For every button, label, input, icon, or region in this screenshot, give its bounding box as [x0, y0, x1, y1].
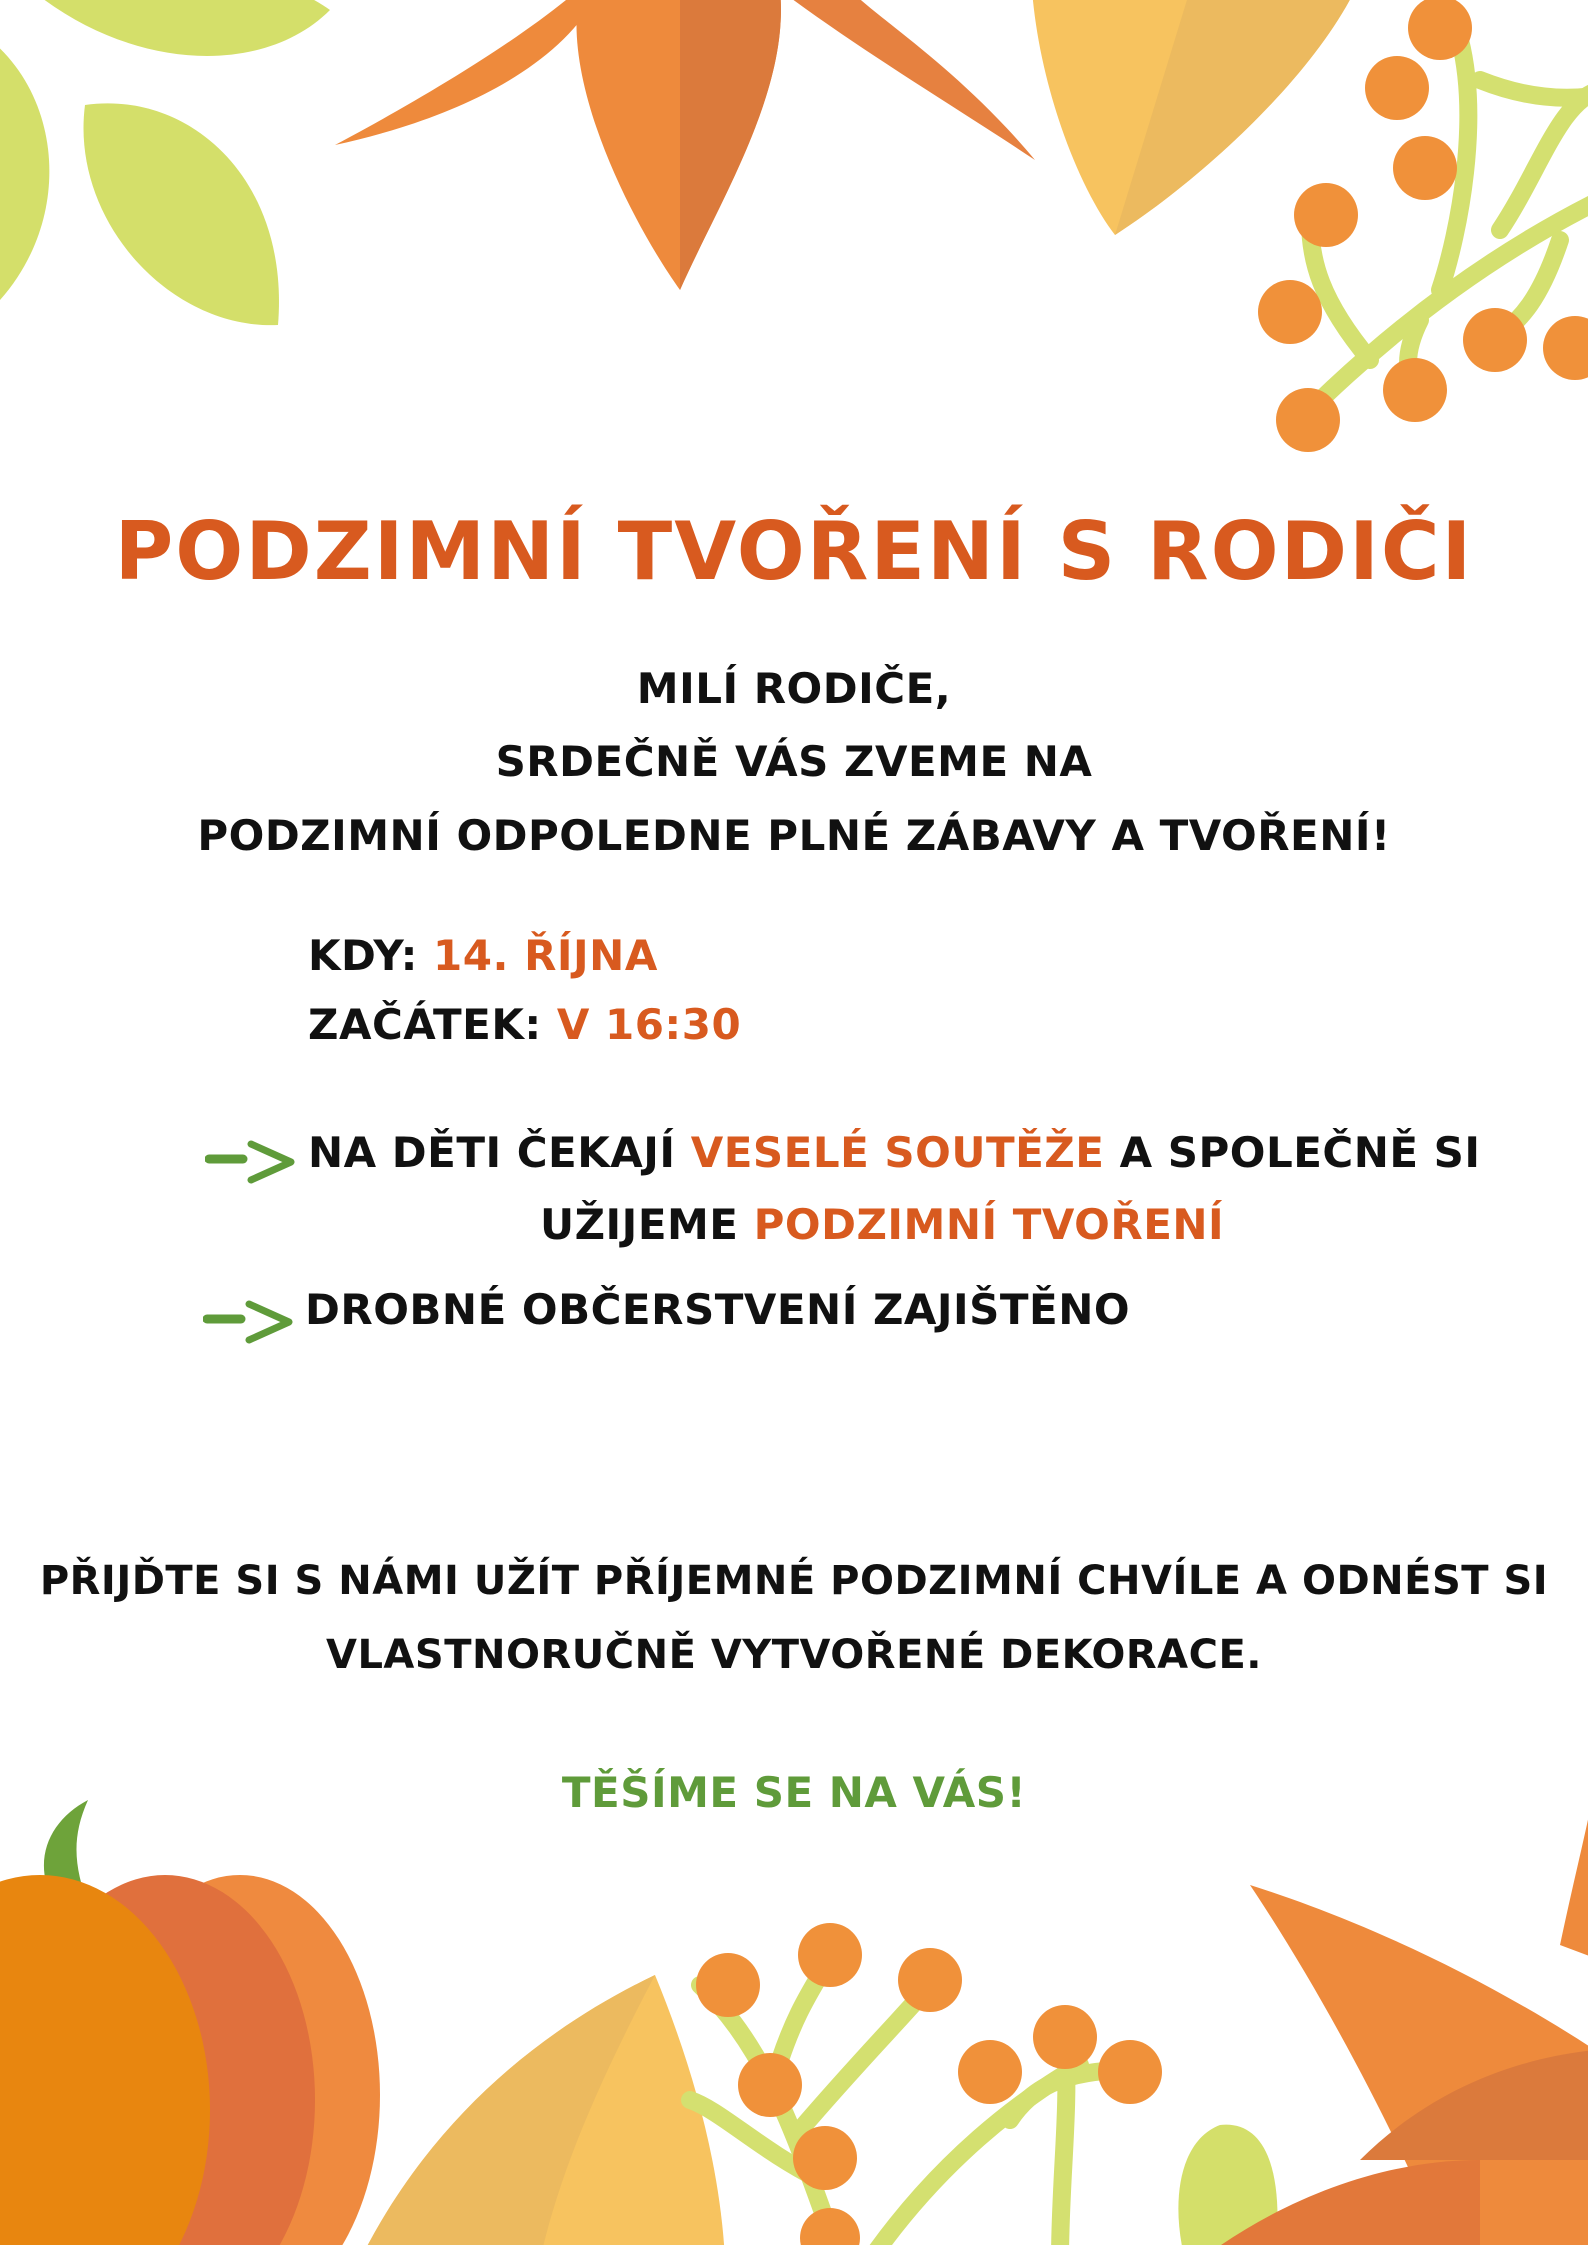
invite-line-1: PŘIJĎTE SI S NÁMI UŽÍT PŘÍJEMNÉ PODZIMNÍ CHVÍLE A ODNÉST SI — [39, 1558, 1549, 1604]
date-label: KDY: — [308, 931, 418, 980]
closing-text: TĚŠÍME SE NA VÁS! — [561, 1768, 1027, 1817]
bullet-1-text-b: A SPOLEČNĚ SI — [1119, 1128, 1481, 1177]
bullet-1-line-2 — [540, 1200, 1224, 1249]
greeting-line-2: SRDEČNĚ VÁS ZVEME NA — [495, 737, 1093, 786]
start-label: ZAČÁTEK: — [308, 1000, 542, 1049]
date-row — [308, 931, 658, 980]
start-value: V 16:30 — [556, 1000, 742, 1049]
bullet-2: DROBNÉ OBČERSTVENÍ ZAJIŠTĚNO — [305, 1285, 1131, 1334]
bullet-1-highlight-a: VESELÉ SOUTĚŽE — [690, 1128, 1105, 1177]
page-title: PODZIMNÍ TVOŘENÍ S RODIČI — [114, 505, 1474, 598]
invite-line-2: VLASTNORUČNĚ VYTVOŘENÉ DEKORACE. — [325, 1632, 1263, 1678]
greeting-line-3: PODZIMNÍ ODPOLEDNE PLNÉ ZÁBAVY A TVOŘENÍ! — [197, 811, 1391, 860]
arrow-icon — [203, 1298, 295, 1344]
bullet-1-highlight-b: PODZIMNÍ TVOŘENÍ — [753, 1200, 1225, 1249]
bullet-1-text-a: NA DĚTI ČEKAJÍ — [308, 1128, 676, 1177]
start-row — [308, 1000, 741, 1049]
greeting-line-1: MILÍ RODIČE, — [636, 664, 952, 713]
bullet-1-text-c: UŽIJEME — [540, 1200, 739, 1249]
date-value: 14. ŘÍJNA — [433, 931, 658, 980]
arrow-icon — [205, 1138, 297, 1184]
bullet-1-line-1 — [308, 1128, 1481, 1177]
